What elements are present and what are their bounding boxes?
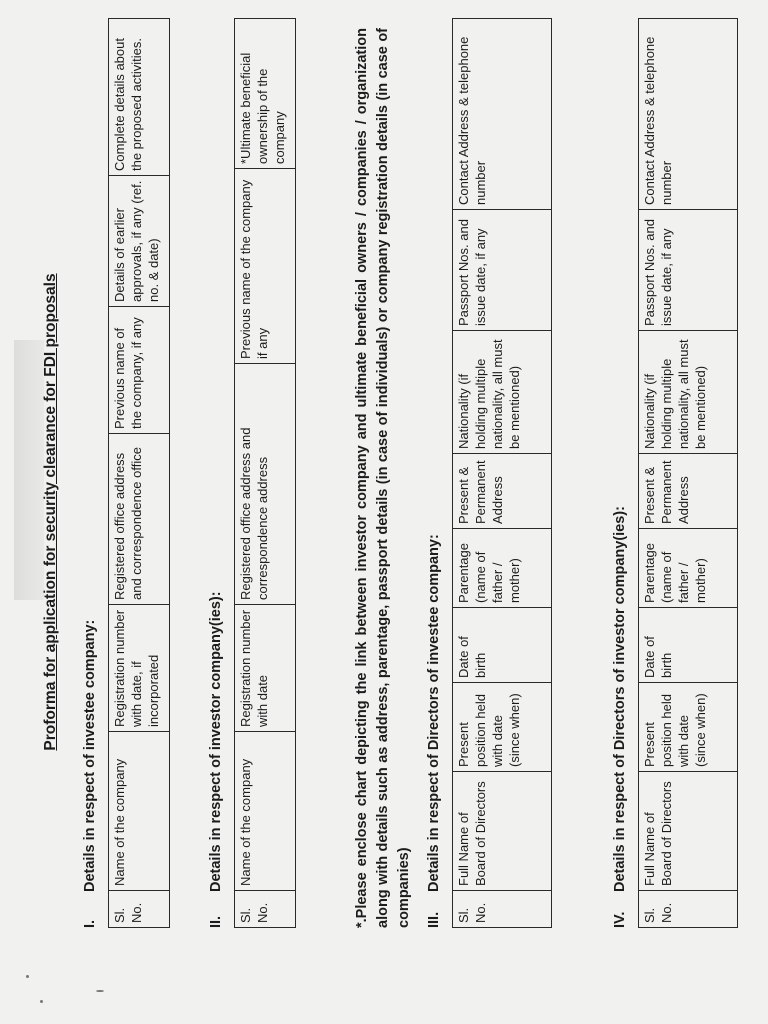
table-header-cell: Date of birth xyxy=(639,608,738,683)
table-header-row xyxy=(109,19,170,928)
section-4-title: Details in respect of Directors of investor company(ies): xyxy=(612,506,628,892)
table-header-row xyxy=(639,19,738,928)
section-1-title: Details in respect of investee company: xyxy=(82,619,98,892)
table-header-cell: Sl. No. xyxy=(109,891,170,928)
table-header-cell: Parentage (name of father / mother) xyxy=(639,529,738,608)
section-3-heading xyxy=(426,534,442,928)
section-4-number: IV. xyxy=(612,911,628,928)
table-header-cell: Name of the company xyxy=(109,732,170,891)
table-header-cell: Contact Address & telephone number xyxy=(639,19,738,210)
table-header-cell: Previous name of the company, if any xyxy=(109,307,170,434)
table-header-cell: Present & Permanent Address xyxy=(639,454,738,529)
table-header-cell: Nationality (if holding multiple nationality, all must be mentioned) xyxy=(639,331,738,454)
document-title: Proforma for application for security clearance for FDI proposals xyxy=(42,273,59,751)
table-header-cell: Registration number with date xyxy=(235,605,296,732)
table-header-row xyxy=(453,19,552,928)
table-header-cell: Sl. No. xyxy=(235,891,296,928)
table-header-row xyxy=(235,19,296,928)
investor-company-table xyxy=(234,18,296,928)
table-header-cell: Previous name of the company if any xyxy=(235,169,296,364)
section-1-number: I. xyxy=(82,919,98,928)
table-header-cell: Name of the company xyxy=(235,732,296,891)
table-header-cell: Passport Nos. and issue date, if any xyxy=(453,210,552,331)
section-1-heading xyxy=(82,620,98,928)
beneficial-owner-note: *.Please enclose chart depicting the link between investor company and ultimate beneficial owners / companies / organization along with details such as address, parentage, passport details (in case of individuals) or company registration details (in case of companies) xyxy=(354,28,413,928)
investor-directors-table xyxy=(638,18,738,928)
section-2-heading xyxy=(208,591,224,928)
table-header-cell: Complete details about the proposed activities. xyxy=(109,19,170,176)
section-3-number: III. xyxy=(426,911,442,928)
table-header-cell: Sl. No. xyxy=(639,891,738,928)
table-header-cell: Parentage (name of father / mother) xyxy=(453,529,552,608)
investee-company-table xyxy=(108,18,170,928)
table-header-cell: Present position held with date (since when) xyxy=(639,683,738,772)
table-header-cell: Registered office address and correspondence address xyxy=(235,364,296,605)
table-header-cell: Contact Address & telephone number xyxy=(453,19,552,210)
table-header-cell: Present & Permanent Address xyxy=(453,454,552,529)
investee-directors-table xyxy=(452,18,552,928)
table-header-cell: Nationality (if holding multiple nationality, all must be mentioned) xyxy=(453,331,552,454)
table-header-cell: Full Name of Board of Directors xyxy=(453,772,552,891)
section-4-heading xyxy=(612,506,628,928)
table-header-cell: Present position held with date (since when) xyxy=(453,683,552,772)
section-3-title: Details in respect of Directors of investee company: xyxy=(426,534,442,892)
table-header-cell: *Ultimate beneficial ownership of the company xyxy=(235,19,296,169)
table-header-cell: Sl. No. xyxy=(453,891,552,928)
table-header-cell: Details of earlier approvals, if any (ref. no. & date) xyxy=(109,176,170,307)
table-header-cell: Full Name of Board of Directors xyxy=(639,772,738,891)
table-header-cell: Registration number with date, if incorporated xyxy=(109,605,170,732)
table-header-cell: Passport Nos. and issue date, if any xyxy=(639,210,738,331)
table-header-cell: Registered office address and correspondence office xyxy=(109,434,170,605)
section-2-title: Details in respect of investor company(ies): xyxy=(208,591,224,892)
table-header-cell: Date of birth xyxy=(453,608,552,683)
section-2-number: II. xyxy=(208,915,224,928)
